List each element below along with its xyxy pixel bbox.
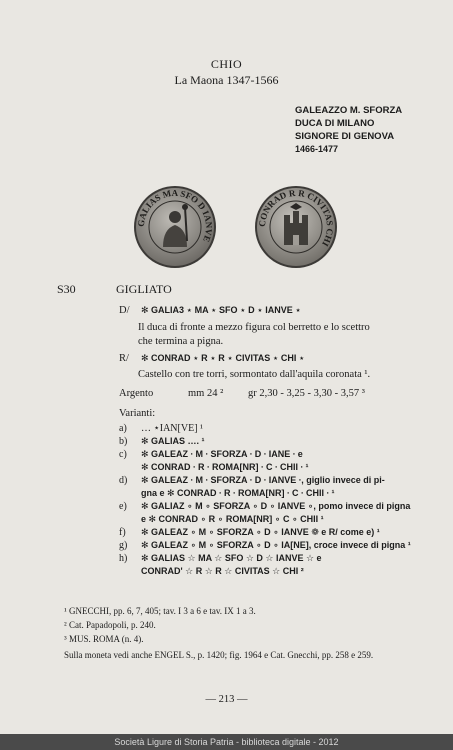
variant-line (119, 474, 411, 487)
variants-title: Varianti: (119, 408, 156, 419)
footnote-3: ³ MUS. ROMA (n. 4). (64, 634, 144, 644)
variant-text: … ⋆IAN[VE] ¹ (141, 423, 204, 434)
variant-line (119, 487, 411, 500)
entry-denomination: GIGLIATO (116, 282, 172, 296)
page-number: — 213 — (205, 694, 248, 705)
variant-label: b) (119, 436, 128, 447)
obverse-description-2: che termina a pigna. (138, 336, 224, 347)
variant-label: a) (119, 423, 127, 434)
obverse-legend: ✻ GALIA3 ⋆ MA ⋆ SFO ⋆ D ⋆ IANVE ⋆ (141, 305, 301, 315)
variant-text: ✻ GALIAS ☆ MA ☆ SFO ☆ D ☆ IANVE ☆ e (141, 553, 322, 563)
entry-number: S30 (57, 282, 76, 296)
variant-line (119, 461, 411, 474)
weight: gr 2,30 - 3,25 - 3,30 - 3,57 ³ (248, 388, 365, 399)
footnote-1: ¹ GNECCHI, pp. 6, 7, 405; tav. I 3 a 6 e tav. IX 1 a 3. (64, 606, 256, 616)
watermark-bar (0, 734, 453, 750)
variant-label: d) (119, 475, 128, 486)
variants-list (119, 422, 411, 578)
variant-text: ✻ GALEAZ ∙ M ∙ SFORZA ∙ D ∙ IANE ∙ e (141, 449, 303, 459)
variant-text: ✻ GALEAZ ∘ M ∘ SFORZA ∘ D ∘ IANVE ❁ e R/ come e) ¹ (141, 527, 380, 537)
ruler-title-1: DUCA DI MILANO (295, 118, 375, 129)
variant-text: ✻ GALEAZ ∙ M ∙ SFORZA ∙ D ∙ IANVE ∙, giglio invece di pi- (141, 475, 385, 485)
variant-label: f) (119, 527, 126, 538)
variant-text: ✻ CONRAD ∙ R ∙ ROMA[NR] ∙ C ∙ CHII ∙ ¹ (141, 462, 309, 472)
variant-line (119, 422, 411, 435)
footnote-note: Sulla moneta vedi anche ENGEL S., p. 1420; fig. 1964 e Cat. Gnecchi, pp. 258 e 259. (64, 650, 374, 660)
variant-line (119, 552, 411, 565)
diameter: mm 24 ² (188, 388, 224, 399)
variant-label: c) (119, 449, 127, 460)
variant-label: h) (119, 553, 128, 564)
variant-line (119, 565, 411, 578)
variant-line (119, 448, 411, 461)
coin-obverse-image (133, 185, 217, 269)
page-title: CHIO (210, 57, 243, 71)
variant-text: e ✻ CONRAD ∘ R ∘ ROMA[NR] ∘ C ∘ CHII ¹ (141, 514, 324, 524)
variant-line (119, 500, 411, 513)
ruler-name: GALEAZZO M. SFORZA (295, 105, 403, 116)
obverse-description-1: Il duca di fronte a mezzo figura col berretto e lo scettro (138, 322, 370, 333)
variant-label: g) (119, 540, 128, 551)
coin-reverse-image (254, 185, 338, 269)
watermark-text: Società Ligure di Storia Patria - biblioteca digitale - 2012 (114, 737, 339, 747)
obverse-prefix: D/ (119, 305, 130, 316)
variant-text: ✻ GALIAS …. ¹ (141, 436, 205, 446)
svg-text:GALIAS MA SFO D IANVE: GALIAS MA SFO D IANVE (135, 187, 215, 244)
variant-text: ✻ GALEAZ ∘ M ∘ SFORZA ∘ D ∘ IA[NE], croce invece di pigna ¹ (141, 540, 411, 550)
reverse-prefix: R/ (119, 353, 129, 364)
variant-text: gna e ✻ CONRAD ∙ R ∙ ROMA[NR] ∙ C ∙ CHII ∙ ¹ (141, 488, 335, 498)
reverse-description: Castello con tre torri, sormontato dall'aquila coronata ¹. (138, 369, 371, 380)
variant-line (119, 526, 411, 539)
footnote-2: ² Cat. Papadopoli, p. 240. (64, 620, 156, 630)
variant-text: ✻ GALIAZ ∘ M ∘ SFORZA ∘ D ∘ IANVE ∘, pomo invece di pigna (141, 501, 411, 511)
ruler-block (295, 104, 402, 156)
ruler-title-2: SIGNORE DI GENOVA (295, 131, 395, 142)
variant-line (119, 539, 411, 552)
variant-text: CONRAD' ☆ R ☆ R ☆ CIVITAS ☆ CHI ² (141, 566, 304, 576)
reverse-legend: ✻ CONRAD ⋆ R ⋆ R ⋆ CIVITAS ⋆ CHI ⋆ (141, 353, 305, 363)
variant-line (119, 435, 411, 448)
ruler-years: 1466-1477 (295, 144, 339, 154)
page-subtitle: La Maona 1347-1566 (174, 73, 279, 87)
variant-label: e) (119, 501, 127, 512)
svg-text:CONRAD R R CIVITAS CHI: CONRAD R R CIVITAS CHI (256, 187, 336, 249)
variant-line (119, 513, 411, 526)
metal: Argento (119, 388, 154, 399)
